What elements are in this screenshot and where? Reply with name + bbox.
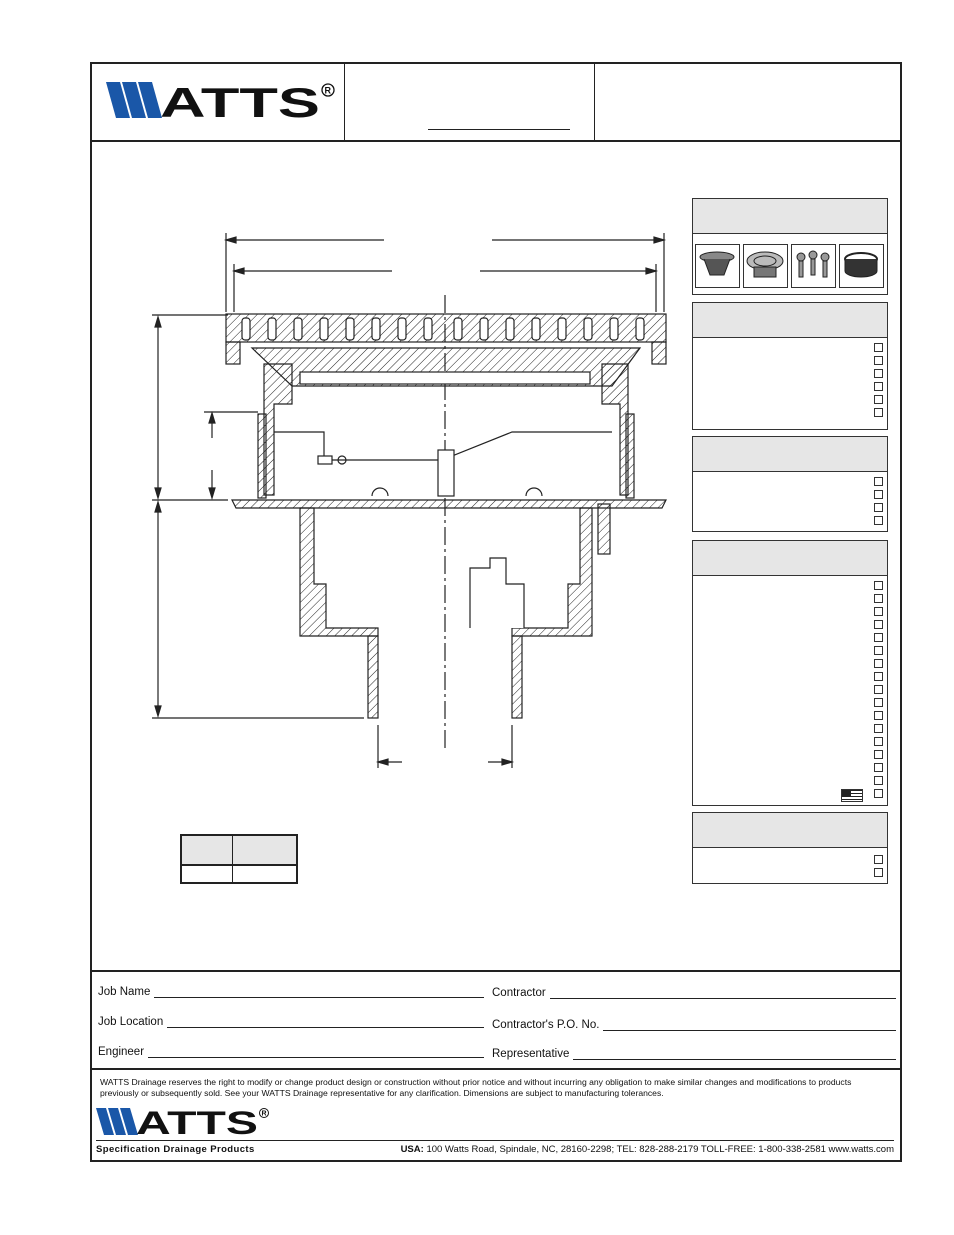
contractor-po-label: Contractor's P.O. No.: [492, 1019, 600, 1031]
checkbox[interactable]: [874, 698, 883, 707]
representative-label: Representative: [492, 1048, 570, 1060]
job-info-section: [92, 970, 900, 1070]
engineer-label: Engineer: [98, 1046, 145, 1058]
checkbox[interactable]: [874, 646, 883, 655]
checkbox[interactable]: [874, 724, 883, 733]
options-panel-4-checkboxes: [874, 855, 883, 877]
checkbox[interactable]: [874, 503, 883, 512]
options-panel-2-checkboxes: [874, 477, 883, 525]
svg-text:ATTS: ATTS: [136, 1106, 258, 1138]
bolts-icon: [791, 244, 836, 288]
checkbox[interactable]: [874, 343, 883, 352]
contractor-field[interactable]: [492, 987, 896, 999]
options-panel-3: [692, 540, 888, 806]
options-panel-1-checkboxes: [874, 343, 883, 417]
checkbox[interactable]: [874, 737, 883, 746]
svg-text:R: R: [261, 1110, 267, 1118]
checkbox[interactable]: [874, 516, 883, 525]
contractor-label: Contractor: [492, 987, 546, 999]
watts-footer-logo-icon: [96, 1106, 272, 1138]
size-table: [180, 834, 298, 884]
checkbox[interactable]: [874, 356, 883, 365]
title-underline: [428, 129, 570, 130]
options-panel-1: [692, 302, 888, 430]
checkbox[interactable]: [874, 369, 883, 378]
job-location-label: Job Location: [98, 1016, 164, 1028]
spec-sheet: [90, 62, 902, 1162]
footer-rule: [96, 1140, 894, 1141]
ring-icon: [839, 244, 884, 288]
accessories-panel-header: [693, 199, 887, 234]
options-panel-2: [692, 436, 888, 532]
svg-text:ATTS: ATTS: [160, 80, 320, 122]
checkbox[interactable]: [874, 750, 883, 759]
disclaimer-text: WATTS Drainage reserves the right to modify or change product design or construction without prior notice and without incurring any obligation to make similar changes and modifications to products previously or subsequently sold. See your WATTS Drainage representative for any clarification. Dimensions are subject to manufacturing tolerances.: [100, 1077, 852, 1098]
us-flag-icon: [841, 789, 863, 802]
checkbox[interactable]: [874, 633, 883, 642]
usa-label: USA:: [400, 1144, 424, 1155]
representative-field[interactable]: [492, 1048, 896, 1060]
size-table-divider: [232, 836, 233, 882]
svg-text:R: R: [324, 85, 331, 96]
website-link[interactable]: www.watts.com: [828, 1144, 894, 1155]
strainer-icon: [743, 244, 788, 288]
drain-section-drawing: [92, 140, 690, 900]
watts-logo-icon: [106, 80, 336, 122]
checkbox[interactable]: [874, 594, 883, 603]
tel-number: 828-288-2179: [639, 1144, 699, 1155]
checkbox[interactable]: [874, 868, 883, 877]
footer-tagline: Specification Drainage Products: [96, 1144, 255, 1155]
drain-body-icon: [695, 244, 740, 288]
header: [92, 64, 900, 142]
checkbox[interactable]: [874, 711, 883, 720]
job-name-field[interactable]: [98, 986, 484, 998]
address-text: 100 Watts Road, Spindale, NC, 28160-2298;: [426, 1144, 615, 1155]
checkbox[interactable]: [874, 477, 883, 486]
options-panel-3-header: [693, 541, 887, 576]
checkbox[interactable]: [874, 776, 883, 785]
checkbox[interactable]: [874, 789, 883, 798]
checkbox[interactable]: [874, 685, 883, 694]
job-name-label: Job Name: [98, 986, 151, 998]
checkbox[interactable]: [874, 408, 883, 417]
engineer-field[interactable]: [98, 1046, 484, 1058]
checkbox[interactable]: [874, 382, 883, 391]
checkbox[interactable]: [874, 607, 883, 616]
contractor-po-field[interactable]: [492, 1019, 896, 1031]
options-panel-4-header: [693, 813, 887, 848]
accessories-panel: [692, 198, 888, 295]
accessory-thumbnails: [693, 234, 887, 288]
checkbox[interactable]: [874, 581, 883, 590]
options-panel-4: [692, 812, 888, 884]
tel-label: TEL:: [616, 1144, 637, 1155]
footer-address: [401, 1144, 894, 1155]
checkbox[interactable]: [874, 395, 883, 404]
options-panel-2-header: [693, 437, 887, 472]
checkbox[interactable]: [874, 763, 883, 772]
options-panel-3-checkboxes: [874, 581, 883, 798]
checkbox[interactable]: [874, 672, 883, 681]
size-table-header: [182, 836, 296, 866]
checkbox[interactable]: [874, 620, 883, 629]
tollfree-label: TOLL-FREE:: [700, 1144, 756, 1155]
job-location-field[interactable]: [98, 1016, 484, 1028]
checkbox[interactable]: [874, 659, 883, 668]
checkbox[interactable]: [874, 490, 883, 499]
tollfree-number: 1-800-338-2581: [758, 1144, 826, 1155]
header-logo-cell: [92, 64, 345, 140]
checkbox[interactable]: [874, 855, 883, 864]
options-panel-1-header: [693, 303, 887, 338]
